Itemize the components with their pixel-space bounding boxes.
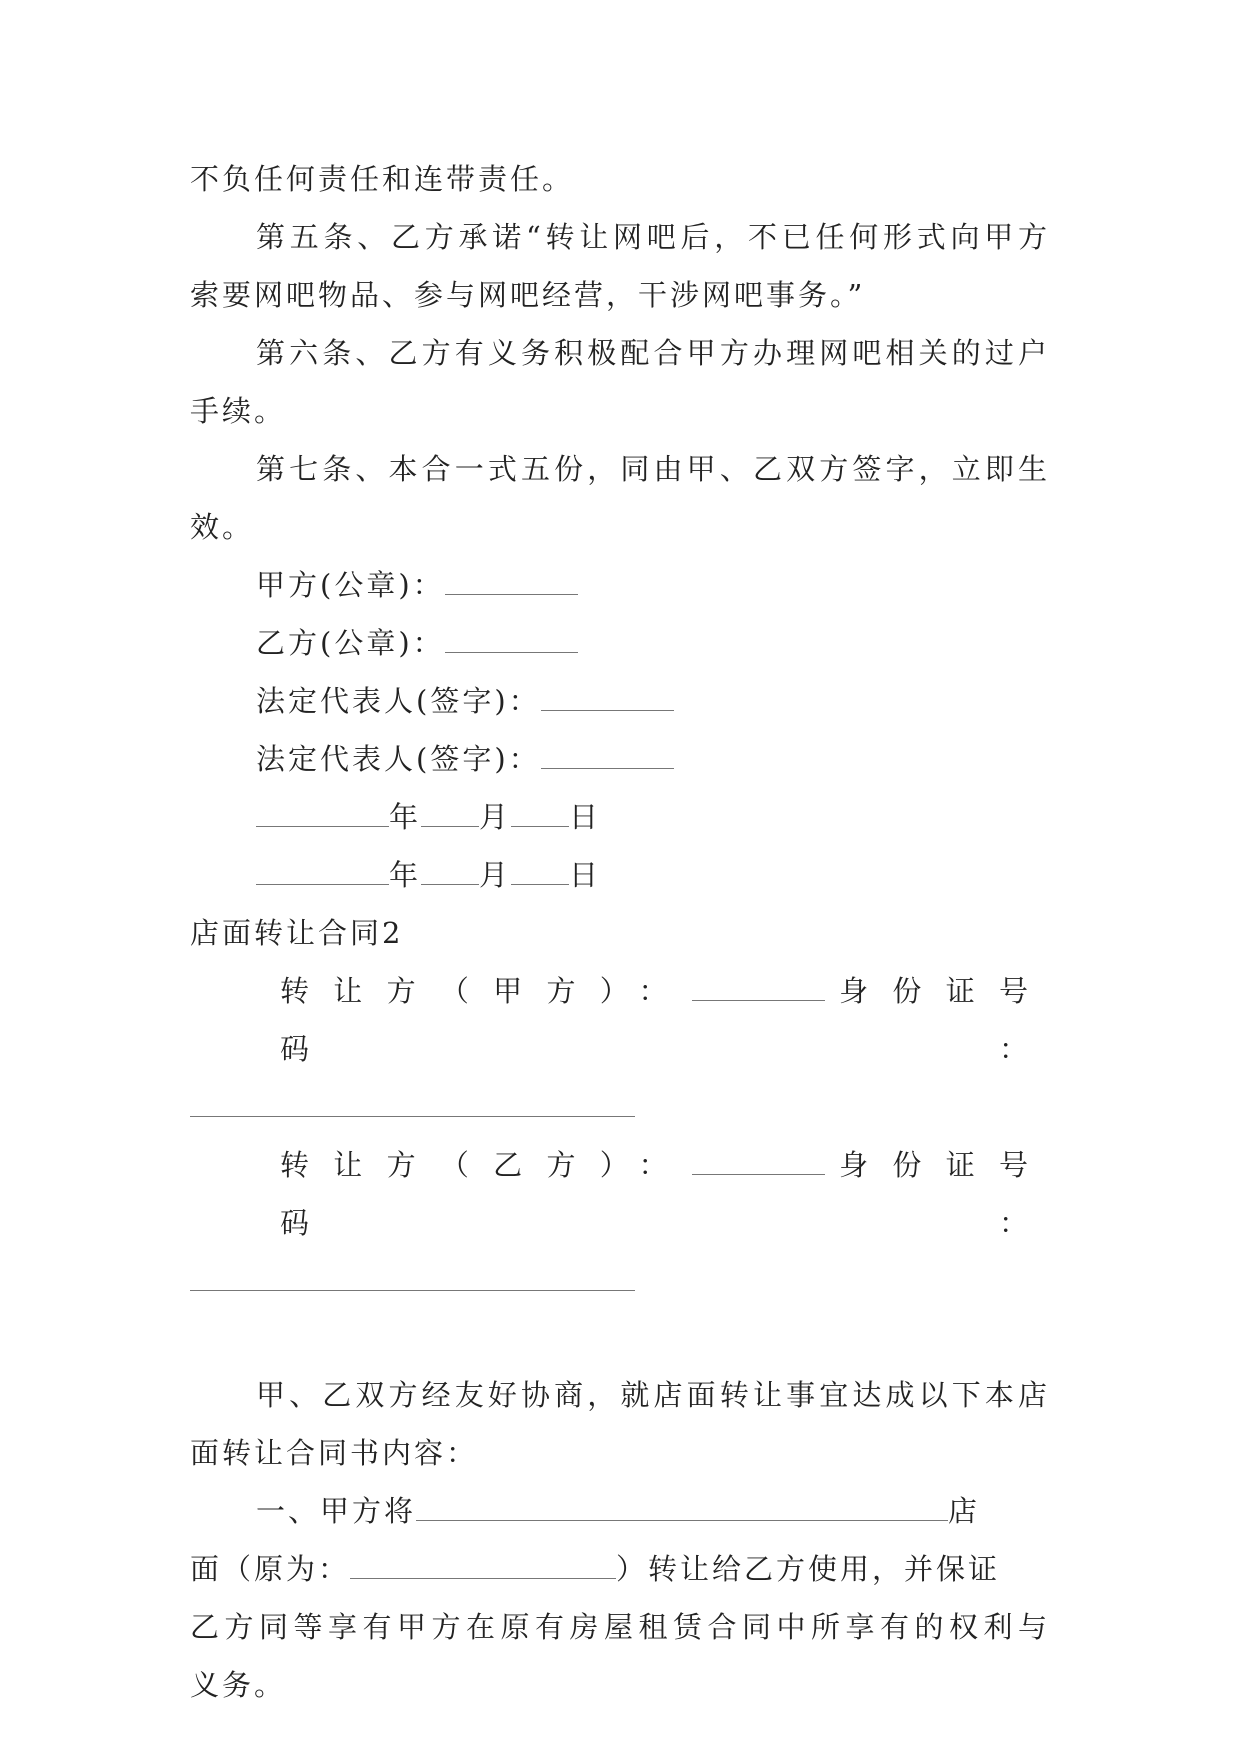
blank-line bbox=[190, 1115, 635, 1117]
blank-row bbox=[190, 1078, 1050, 1136]
document-body bbox=[190, 150, 1050, 1714]
blank-line bbox=[416, 1519, 948, 1521]
blank-line bbox=[421, 825, 479, 827]
date-line bbox=[190, 788, 1050, 846]
paragraph: 义务。 bbox=[190, 1668, 287, 1702]
paragraph: 效。 bbox=[190, 510, 255, 544]
transferor-b-line bbox=[190, 1136, 1050, 1252]
year-label: 年 bbox=[389, 858, 422, 892]
clause-one-line bbox=[190, 1482, 1050, 1540]
clause-one-end: 店 bbox=[948, 1494, 981, 1528]
transferor-a-line bbox=[190, 962, 1050, 1078]
paragraph: 不负任何责任和连带责任。 bbox=[190, 162, 575, 196]
blank-line bbox=[692, 1173, 825, 1175]
blank-line bbox=[445, 593, 578, 595]
id-number-label: 身份证号码： bbox=[280, 974, 1050, 1066]
paragraph: 第七条、本合一式五份，同由甲、乙双方签字，立即生 bbox=[256, 452, 1050, 486]
signature-line-party-a bbox=[190, 556, 1050, 614]
transferor-b-label: 转让方（乙方）： bbox=[280, 1148, 692, 1182]
paragraph: 索要网吧物品、参与网吧经营，干涉网吧事务。” bbox=[190, 278, 866, 312]
blank-line bbox=[541, 709, 674, 711]
blank-row bbox=[190, 1252, 1050, 1310]
blank-line bbox=[421, 883, 479, 885]
blank-line bbox=[256, 883, 389, 885]
original-use-label: 面（原为： bbox=[190, 1552, 351, 1586]
month-label: 月 bbox=[479, 858, 512, 892]
representative-label: 法定代表人(签字)： bbox=[256, 742, 541, 776]
paragraph: 第六条、乙方有义务积极配合甲方办理网吧相关的过户 bbox=[256, 336, 1050, 370]
year-label: 年 bbox=[389, 800, 422, 834]
signature-line-representative bbox=[190, 672, 1050, 730]
blank-line bbox=[511, 883, 569, 885]
paragraph: 第五条、乙方承诺“转让网吧后，不已任何形式向甲方 bbox=[256, 220, 1050, 254]
section-title: 店面转让合同2 bbox=[190, 916, 404, 950]
day-label: 日 bbox=[569, 800, 602, 834]
representative-label: 法定代表人(签字)： bbox=[256, 684, 541, 718]
party-b-seal-label: 乙方(公章)： bbox=[256, 626, 445, 660]
party-a-seal-label: 甲方(公章)： bbox=[256, 568, 445, 602]
blank-line bbox=[692, 999, 825, 1001]
blank-line bbox=[350, 1577, 616, 1579]
paragraph: 乙方同等享有甲方在原有房屋租赁合同中所享有的权利与 bbox=[190, 1610, 1050, 1644]
blank-line bbox=[190, 1289, 635, 1291]
paragraph: 甲、乙双方经友好协商，就店面转让事宜达成以下本店 bbox=[256, 1378, 1050, 1412]
clause-one-continuation bbox=[190, 1540, 1050, 1598]
transferor-a-label: 转让方（甲方）： bbox=[280, 974, 692, 1008]
blank-line bbox=[445, 651, 578, 653]
paragraph: 面转让合同书内容： bbox=[190, 1436, 479, 1470]
month-label: 月 bbox=[479, 800, 512, 834]
blank-line bbox=[511, 825, 569, 827]
spacer bbox=[190, 1310, 1050, 1366]
paragraph: 手续。 bbox=[190, 394, 287, 428]
day-label: 日 bbox=[569, 858, 602, 892]
blank-line bbox=[541, 767, 674, 769]
date-line bbox=[190, 846, 1050, 904]
clause-one-start: 一、甲方将 bbox=[256, 1494, 417, 1528]
signature-line-party-b bbox=[190, 614, 1050, 672]
signature-line-representative bbox=[190, 730, 1050, 788]
blank-line bbox=[256, 825, 389, 827]
id-number-label: 身份证号码： bbox=[280, 1148, 1050, 1240]
clause-one-rest: ）转让给乙方使用，并保证 bbox=[616, 1552, 1001, 1586]
